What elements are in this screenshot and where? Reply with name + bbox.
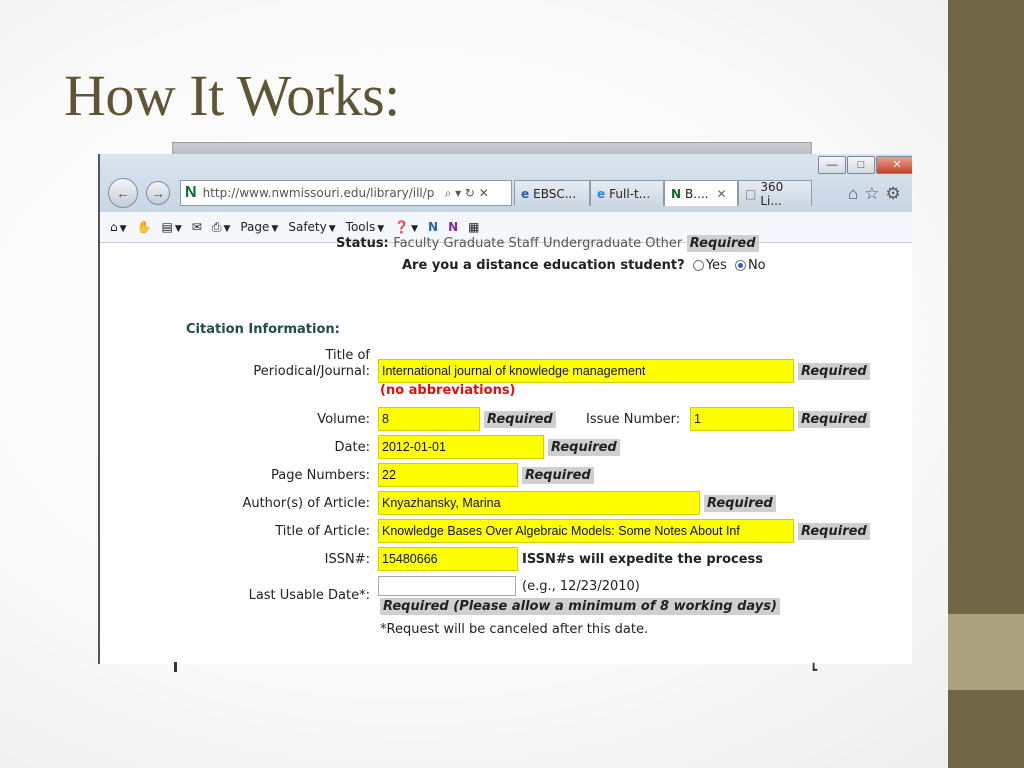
status-options[interactable]: Faculty Graduate Staff Undergraduate Other [393, 236, 683, 251]
n-favicon-icon: N [671, 186, 682, 201]
home-icon[interactable]: ⌂ ▼ [110, 220, 127, 234]
home-icon[interactable]: ⌂ [848, 184, 865, 203]
issue-label: Issue Number: [586, 412, 681, 427]
status-label: Status: [336, 236, 389, 251]
forward-button[interactable] [146, 181, 170, 205]
tab-360[interactable] [738, 180, 812, 206]
no-abbreviations-note: (no abbreviations) [380, 383, 516, 398]
tab-ebsco[interactable] [514, 180, 590, 206]
form-page [100, 236, 912, 664]
site-favicon-icon: N [185, 184, 197, 201]
settings-gear-icon[interactable]: ⚙ [885, 184, 907, 203]
resize-corner-icon: ┗ [810, 663, 818, 677]
address-bar[interactable] [180, 180, 512, 206]
pages-label: Page Numbers: [271, 468, 370, 483]
cancel-note: *Request will be canceled after this date. [380, 622, 649, 637]
issue-input[interactable]: 1 [690, 407, 794, 431]
back-arrow-icon: ← [116, 185, 130, 201]
issn-note: ISSN#s will expedite the process [522, 552, 764, 567]
window-controls [818, 156, 912, 174]
tab-close-icon[interactable]: ✕ [716, 186, 727, 201]
tab-label: EBSC... [533, 186, 577, 201]
tab-active[interactable] [664, 180, 738, 206]
ebsco-favicon-icon: e [521, 186, 530, 201]
browser-screenshot [98, 154, 912, 664]
decorative-side-bar [948, 0, 1024, 768]
mail-icon[interactable]: ✉ [191, 220, 202, 234]
article-title-label: Title of Article: [275, 524, 370, 539]
periodical-required-badge: Required [798, 363, 870, 380]
volume-input[interactable]: 8 [378, 407, 480, 431]
slide-title: How It Works: [64, 63, 400, 128]
date-label: Date: [334, 440, 370, 455]
periodical-input[interactable]: International journal of knowledge management [378, 359, 794, 383]
volume-label: Volume: [317, 412, 370, 427]
volume-required-badge: Required [484, 411, 556, 428]
page-menu[interactable]: Page ▼ [240, 220, 279, 234]
tab-label: 360 Li... [760, 179, 784, 208]
distance-yes-radio[interactable] [693, 260, 704, 271]
minimize-button[interactable]: — [818, 156, 846, 174]
side-bar-accent [948, 614, 1024, 690]
onenote-linked-icon[interactable]: N [448, 220, 459, 234]
print-icon[interactable]: ⎙ ▼ [211, 219, 231, 234]
periodical-label-line2: Periodical/Journal: [253, 364, 370, 379]
author-input[interactable]: Knyazhansky, Marina [378, 491, 700, 515]
browser-chrome [100, 154, 912, 212]
browser-right-icons [848, 184, 907, 204]
pages-input[interactable]: 22 [378, 463, 518, 487]
favorites-star-icon[interactable]: ☆ [864, 184, 886, 203]
feeds-icon[interactable]: ▤ ▼ [161, 220, 182, 234]
distance-question: Are you a distance education student? [402, 258, 685, 273]
last-usable-date-label: Last Usable Date*: [248, 588, 370, 603]
page-favicon-icon: □ [745, 186, 757, 201]
last-usable-date-input[interactable] [378, 576, 516, 596]
address-url[interactable]: http://www.nwmissouri.edu/library/ill/p [202, 186, 435, 200]
tab-full-text[interactable] [590, 180, 664, 206]
issn-input[interactable]: 15480666 [378, 547, 518, 571]
date-required-badge: Required [548, 439, 620, 456]
last-usable-date-example: (e.g., 12/23/2010) [522, 579, 640, 594]
article-title-required-badge: Required [798, 523, 870, 540]
status-row [336, 236, 759, 251]
section-title: Citation Information: [186, 322, 340, 337]
distance-no-label: No [747, 258, 766, 273]
last-usable-date-required-badge: Required (Please allow a minimum of 8 working days) [380, 598, 780, 615]
research-icon[interactable]: ▦ [468, 220, 480, 234]
distance-yes-label: Yes [705, 258, 727, 273]
issue-required-badge: Required [798, 411, 870, 428]
pages-required-badge: Required [522, 467, 594, 484]
date-input[interactable]: 2012-01-01 [378, 435, 544, 459]
tab-label: Full-t... [609, 186, 651, 201]
hand-icon[interactable]: ✋ [136, 220, 152, 234]
periodical-label-line1: Title of [325, 348, 370, 363]
distance-no-radio[interactable] [735, 260, 746, 271]
author-required-badge: Required [704, 495, 776, 512]
status-required-badge: Required [687, 235, 759, 252]
author-label: Author(s) of Article: [242, 496, 370, 511]
address-controls[interactable]: ⌕ ▾ ↻ ✕ [444, 185, 489, 200]
article-title-input[interactable]: Knowledge Bases Over Algebraic Models: Some Notes About Inf [378, 519, 794, 543]
issn-label: ISSN#: [324, 552, 370, 567]
forward-arrow-icon: → [151, 185, 165, 201]
maximize-button[interactable]: □ [847, 156, 875, 174]
safety-menu[interactable]: Safety ▼ [288, 220, 336, 234]
tab-label: B.... [685, 186, 709, 201]
tools-menu[interactable]: Tools ▼ [345, 220, 385, 234]
help-icon[interactable]: ❓ ▼ [394, 220, 419, 234]
back-button[interactable] [108, 178, 138, 208]
distance-education-row [402, 258, 766, 273]
ie-favicon-icon: e [597, 186, 606, 201]
scroll-marker [174, 662, 177, 672]
close-window-button[interactable]: ✕ [876, 156, 912, 174]
onenote-icon[interactable]: N [428, 220, 439, 234]
